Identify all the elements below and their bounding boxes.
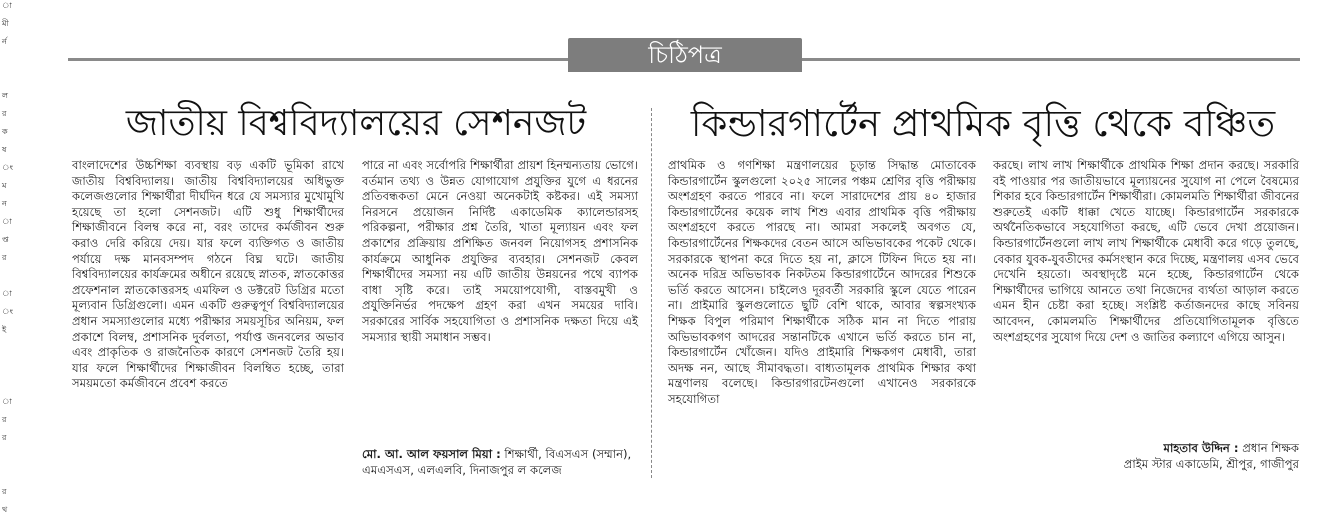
section-rule-right xyxy=(800,58,1300,61)
letter1-signature-name: মো. আ. আল ফয়সাল মিয়া : xyxy=(362,447,501,461)
edge-glyph: ক xyxy=(2,127,8,136)
edge-glyph: ং xyxy=(2,307,13,316)
edge-glyph: র xyxy=(2,253,7,262)
edge-glyph: ল xyxy=(2,91,8,100)
section-title: চিঠিপত্র xyxy=(568,38,802,72)
edge-glyph: ং xyxy=(2,163,13,172)
edge-glyph: ন xyxy=(2,199,7,208)
letter2-signature-detail: প্রাইম স্টার একাডেমি, শ্রীপুর, গাজীপুর xyxy=(1123,457,1299,471)
letter2-column2 xyxy=(993,158,1299,345)
section-rule-left xyxy=(68,58,570,61)
letter2-signature-title: প্রধান শিক্ষক xyxy=(1242,441,1299,455)
edge-glyph: র xyxy=(2,487,7,496)
letter2-column1 xyxy=(668,158,976,408)
adjacent-column-edge xyxy=(0,0,18,514)
letter1-headline: জাতীয় বিশ্ববিদ্যালয়ের সেশনজট xyxy=(125,103,587,144)
letter2-signature-name: মাহতাব উদ্দিন : xyxy=(1163,441,1239,455)
edge-glyph: প্ত xyxy=(2,235,9,244)
edge-glyph xyxy=(0,468,18,486)
letter2-body-part1: প্রাথমিক ও গণশিক্ষা মন্ত্রণালয়ের চূড়ান্ত সিদ্ধান্ত মোতাবেক কিন্ডারগার্টেন স্কুলগুলো ২০২৫ সালের পঞ্চম শ্রেণির বৃত্তি পরীক্ষায় অংশগ্রহণ করতে পারবে না। ফলে সারাদেশের প্রায় ৪০ হাজার কিন্ডারগার্টেনের কয়েক লাখ শিশু এবার প্রাথমিক বৃত্তি পরীক্ষায় অংশগ্রহণে করতে পারছে না। আমরা সকলেই অবগত যে, কিন্ডারগার্টেনের শিক্ষকদের বেতন আসে অভিভাবকের পকেট থেকে। সরকারকে স্থাপনা করে দিতে হয় না, ক্লাসে টিফিন দিতে হয় না। অনেক দরিদ্র অভিভাবক নিকটতম কিন্ডারগার্টেনে আদরের শিশুকে ভর্তি করতে আসেন। চাইলেও দূরবর্তী সরকারি স্কুলে যেতে পারেন না। প্রাইমারি স্কুলগুলোতে ছুটি বেশি থাকে, আবার স্বল্পসংখ্যক শিক্ষক বিপুল পরিমাণ শিক্ষার্থীকে সঠিক মান না দিতে পারায় অভিভাবকগণ আদরের সন্তানটিকে এখানে ভর্তি করতে চান না, কিন্ডারগার্টেন খোঁজেন। যদিও প্রাইমারি শিক্ষকগণ মেধাবী, তারা অদক্ষ নন, আছে সীমাবদ্ধতা। বাধ্যতামূলক প্রাথমিক শিক্ষার কথা মন্ত্রণালয় বলেছে। কিন্ডারগারটেনগুলো এখানেও সরকারকে সহযোগিতা xyxy=(668,158,976,406)
edge-glyph: া xyxy=(2,217,12,226)
edge-glyph xyxy=(0,270,18,288)
edge-glyph: ষ xyxy=(2,145,7,154)
edge-glyph: ই xyxy=(2,325,7,334)
edge-glyph: র xyxy=(2,433,7,442)
edge-glyph: মী xyxy=(2,19,9,28)
edge-glyph xyxy=(0,342,18,360)
edge-glyph xyxy=(0,450,18,468)
letter1-signature-detail: শিক্ষার্থী, বিএসএস (সম্মান), এমএসএস, এলএলবি, দিনাজপুর ল কলেজ xyxy=(362,447,632,477)
edge-glyph xyxy=(0,360,18,378)
letter2-body-part2: করছে। লাখ লাখ শিক্ষার্থীকে প্রাথমিক শিক্ষা প্রদান করছে। সরকারি বই পাওয়ার পর জাতীয়ভাবে মূল্যায়নের সুযোগ না পেলে বৈষম্যের শিকার হবে কিন্ডারগার্টেন শিক্ষার্থীরা। কোমলমতি শিক্ষার্থীরা জীবনের শুরুতেই একটি ধাক্কা খেতে যাচ্ছে। কিন্ডারগার্টেন সরকারকে অর্থনৈতিকভাবে সহযোগিতা করছে, এটি ভেবে দেখা প্রয়োজন। কিন্ডারগার্টেনগুলো লাখ লাখ শিক্ষার্থীকে মেধাবী করে গড়ে তুলছে, বেকার যুবক-যুবতীদের কর্মসংস্থান করে দিচ্ছে, মন্ত্রণালয় এসব ভেবে দেখেনি হয়তো। অবস্থাদৃষ্টে মনে হচ্ছে, কিন্ডারগার্টেন থেকে শিক্ষার্থীদের ভাগিয়ে আনতে তথা নিজেদের ব্যর্থতা আড়াল করতে এমন হীন চেষ্টা করা হচ্ছে। সংশ্লিষ্ট কর্তাজনদের কাছে সবিনয় আবেদন, কোমলমতি শিক্ষার্থীদের প্রতিযোগিতামূলক বৃত্তিতে অংশগ্রহণের সুযোগ দিয়ে দেশ ও জাতির কল্যাণে এগিয়ে আসুন। xyxy=(993,158,1299,344)
edge-glyph: র xyxy=(2,415,7,424)
letter2-headline: কিন্ডারগার্টেন প্রাথমিক বৃত্তি থেকে বঞ্চিত xyxy=(690,102,1276,145)
edge-glyph: া xyxy=(2,1,12,10)
letter1-column1 xyxy=(72,158,344,392)
letter1-body-part1: বাংলাদেশের উচ্চশিক্ষা ব্যবস্থায় বড় একটি ভূমিকা রাখে জাতীয় বিশ্ববিদ্যালয়। জাতীয় বিশ্ববিদ্যালয়ের অধিভুক্ত কলেজগুলোর শিক্ষার্থীরা দীর্ঘদিন ধরে যে সমস্যার মুখোমুখি হয়েছে তা হলো সেশনজট। এটি শুধু শিক্ষার্থীদের শিক্ষাজীবনে বিলম্ব করে না, বরং তাদের কর্মজীবন শুরু করাও দেরি করিয়ে দেয়। যার ফলে ব্যক্তিগত ও জাতীয় পর্যায়ে দক্ষ মানবসম্পদ গঠনে বিঘ্ন ঘটে। জাতীয় বিশ্ববিদ্যালয়ের কার্যক্রমের অধীনে রয়েছে স্নাতক, স্নাতকোত্তর প্রফেশনাল স্নাতকোত্তরসহ এমফিল ও ডক্টরেট ডিগ্রির মতো মূল্যবান ডিগ্রিগুলো। এমন একটি গুরুত্বপূর্ণ বিশ্ববিদ্যালয়ের প্রধান সমস্যাগুলোর মধ্যে পরীক্ষার সময়সূচির অনিয়ম, ফল প্রকাশে বিলম্ব, প্রশাসনিক দুর্বলতা, পর্যাপ্ত জনবলের অভাব এবং প্রাকৃতিক ও রাজনৈতিক কারণে সেশনজট তৈরি হয়। যার ফলে শিক্ষার্থীদের শিক্ষাজীবন বিলম্বিত হচ্ছে, তারা সময়মতো কর্মজীবনে প্রবেশ করতে xyxy=(72,158,344,391)
letter1-signature xyxy=(362,446,652,478)
letter1-body-part2: পারে না এবং সর্বোপরি শিক্ষার্থীরা প্রায়শ হিনম্মন্যতায় ভোগে। বর্তমান তথ্য ও উন্নত যোগাযোগ প্রযুক্তির যুগে এ ধরনের প্রতিবন্ধকতা মেনে নেওয়া অনেকটাই কষ্টকর। এই সমস্যা নিরসনে প্রয়োজন নির্দিষ্ট একাডেমিক ক্যালেন্ডারসহ পরিকল্পনা, পরীক্ষার প্রশ্ন তৈরি, খাতা মূল্যায়ন এবং ফল প্রকাশের প্রক্রিয়ায় প্রশিক্ষিত জনবল নিয়োগসহ প্রশাসনিক কার্যক্রমে আধুনিক প্রযুক্তির ব্যবহার। সেশনজট কেবল শিক্ষার্থীদের সমস্যা নয় এটি জাতীয় উন্নয়নের পথে ব্যাপক বাধা সৃষ্টি করে। তাই সময়োপযোগী, বাস্তবমুখী ও প্রযুক্তিনির্ভর পদক্ষেপ গ্রহণ করা এখন সময়ের দাবি। সরকারের সার্বিক সহযোগিতা ও প্রশাসনিক দক্ষতা দিয়ে এই সমস্যার স্থায়ী সমাধান সম্ভব। xyxy=(362,158,638,344)
edge-glyph: র্ন xyxy=(2,37,7,46)
edge-glyph: া xyxy=(2,289,12,298)
edge-glyph: র xyxy=(2,109,7,118)
edge-glyph: া xyxy=(2,397,12,406)
letter2-signature xyxy=(993,440,1299,472)
column-divider xyxy=(651,108,652,478)
edge-glyph: ম xyxy=(2,181,7,190)
letter1-column2 xyxy=(362,158,638,345)
edge-glyph xyxy=(0,378,18,396)
edge-glyph xyxy=(0,72,18,90)
edge-glyph xyxy=(0,54,18,72)
edge-glyph: থ xyxy=(2,505,8,514)
